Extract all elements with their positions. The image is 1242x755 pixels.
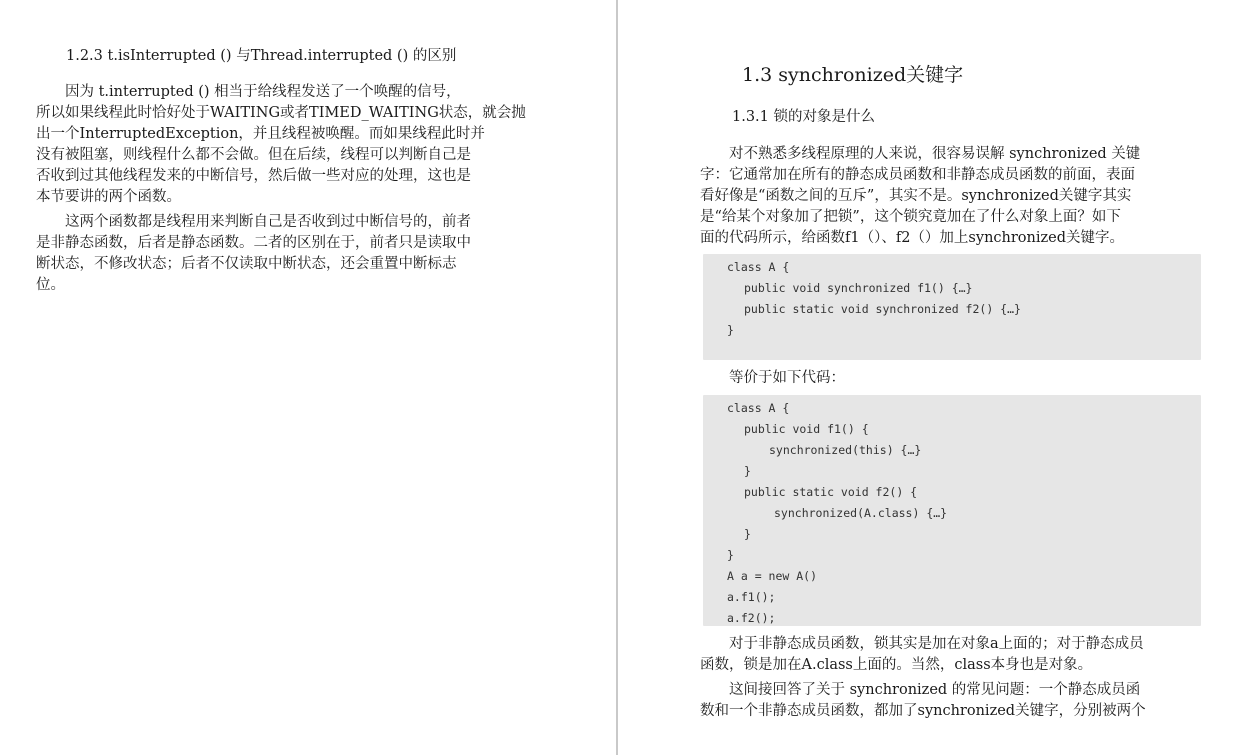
code-line: synchronized(this) {…} xyxy=(769,443,922,457)
left-page xyxy=(0,0,616,755)
text-line: 这两个函数都是线程用来判断自己是否收到过中断信号的，前者 xyxy=(36,214,471,230)
text-line: 面的代码所示，给函数f1（）、f2（）加上synchronized关键字。 xyxy=(700,230,1125,246)
code-line: class A { xyxy=(727,260,790,274)
text-line: 是“给某个对象加了把锁”，这个锁究竟加在了什么对象上面？如下 xyxy=(700,209,1121,225)
text-line: 因为 t.interrupted () 相当于给线程发送了一个唤醒的信号， xyxy=(36,84,461,100)
code-line: public static void synchronized f2() {…} xyxy=(744,302,1021,316)
code-block-equivalent xyxy=(703,395,1201,626)
text-line: 所以如果线程此时恰好处于WAITING或者TIMED_WAITING状态，就会抛 xyxy=(36,105,526,121)
text-line: 这间接回答了关于 synchronized 的常见问题：一个静态成员函 xyxy=(700,682,1141,698)
paragraph-interrupt-explanation xyxy=(36,82,536,208)
code-line: public void synchronized f1() {…} xyxy=(744,281,973,295)
code-block-synchronized-methods xyxy=(703,254,1201,360)
text-line: 对于非静态成员函数，锁其实是加在对象a上面的；对于静态成员 xyxy=(700,636,1144,652)
text-line: 看好像是“函数之间的互斥”，其实不是。synchronized关键字其实 xyxy=(700,188,1132,204)
paragraph-equivalent xyxy=(700,368,1220,389)
paragraph-function-difference xyxy=(36,212,536,296)
code-line: } xyxy=(744,527,751,541)
code-line: class A { xyxy=(727,401,790,415)
text-line: 数和一个非静态成员函数，都加了synchronized关键字，分别被两个 xyxy=(700,703,1146,719)
paragraph-common-question xyxy=(700,680,1220,722)
code-line: a.f2(); xyxy=(727,611,776,625)
subsection-heading-1-3-1: 1.3.1 锁的对象是什么 xyxy=(732,109,876,125)
text-line: 断状态，不修改状态；后者不仅读取中断状态，还会重置中断标志 xyxy=(36,256,457,272)
code-line: a.f1(); xyxy=(727,590,776,604)
code-line: } xyxy=(744,464,751,478)
code-line: public static void f2() { xyxy=(744,485,918,499)
text-line: 本节要讲的两个函数。 xyxy=(36,189,181,205)
text-line: 对不熟悉多线程原理的人来说，很容易误解 synchronized 关键 xyxy=(700,146,1141,162)
section-heading-1-2-3: 1.2.3 t.isInterrupted () 与Thread.interrupted () 的区别 xyxy=(66,48,457,64)
paragraph-lock-target xyxy=(700,634,1220,676)
code-line: public void f1() { xyxy=(744,422,869,436)
text-line: 没有被阻塞，则线程什么都不会做。但在后续，线程可以判断自己是 xyxy=(36,147,471,163)
text-line: 等价于如下代码： xyxy=(700,370,845,386)
text-line: 字：它通常加在所有的静态成员函数和非静态成员函数的前面，表面 xyxy=(700,167,1135,183)
code-line: } xyxy=(727,323,734,337)
text-line: 位。 xyxy=(36,277,65,293)
right-page xyxy=(618,0,1242,755)
text-line: 是非静态函数，后者是静态函数。二者的区别在于，前者只是读取中 xyxy=(36,235,471,251)
code-line: A a = new A() xyxy=(727,569,818,583)
code-line: } xyxy=(727,548,734,562)
text-line: 否收到过其他线程发来的中断信号，然后做一些对应的处理，这也是 xyxy=(36,168,471,184)
paragraph-lock-object xyxy=(700,144,1220,249)
text-line: 函数，锁是加在A.class上面的。当然，class本身也是对象。 xyxy=(700,657,1093,673)
text-line: 出一个InterruptedException，并且线程被唤醒。而如果线程此时并 xyxy=(36,126,485,142)
code-line: synchronized(A.class) {…} xyxy=(774,506,948,520)
section-heading-1-3: 1.3 synchronized关键字 xyxy=(742,64,964,86)
